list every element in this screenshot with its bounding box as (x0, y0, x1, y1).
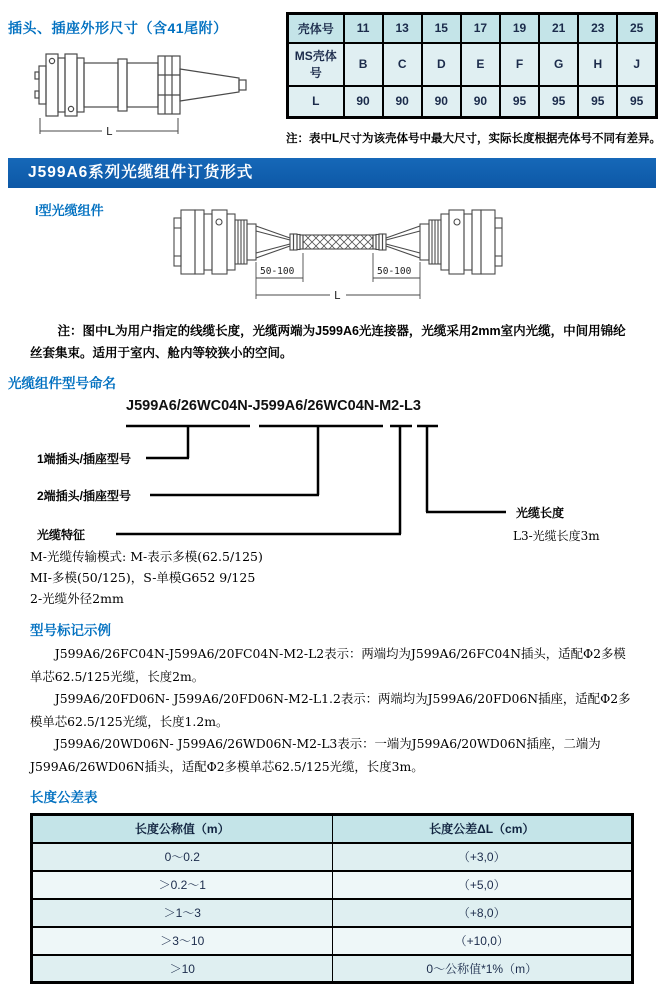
table-row (32, 843, 633, 871)
part-number-diagram (0, 396, 664, 546)
section-bar-title: J599A6系列光缆组件订货形式 (8, 158, 656, 188)
cell: G (539, 43, 578, 86)
cell-tolerance: 0～公称值*1%（m） (332, 955, 633, 983)
cell-nominal: 0～0.2 (32, 843, 333, 871)
label-end2: 2端插头/插座型号 (37, 489, 132, 503)
cell: 90 (461, 86, 500, 118)
naming-heading: 光缆组件型号命名 (8, 376, 116, 391)
cable-feature-definitions (30, 546, 664, 609)
cell: 21 (539, 14, 578, 43)
length-tolerance-table (30, 813, 634, 984)
cell: 25 (617, 14, 656, 43)
part-number: J599A6/26WC04N-J599A6/26WC04N-M2-L3 (126, 398, 421, 414)
cell: D (422, 43, 461, 86)
feature-line: 2-光缆外径2mm (30, 591, 124, 606)
top-section (0, 0, 664, 148)
example-paragraph: J599A6/20WD06N- J599A6/26WD06N-M2-L3表示：一端为J599A6/20WD06N插座，二端为J599A6/26WD06N插头，适配Φ2多模单芯62.5/125光缆，长度3m。 (30, 736, 601, 774)
cell: C (383, 43, 422, 86)
cable-dim-total: L (334, 289, 341, 302)
cell: E (461, 43, 500, 86)
cell: 95 (617, 86, 656, 118)
table-row (32, 871, 633, 899)
cell-tolerance: （+8,0） (332, 899, 633, 927)
cable-dim-right: 50-100 (377, 266, 412, 277)
label-cable-feature: 光缆特征 (37, 528, 86, 542)
table-row (288, 43, 657, 86)
cell: B (344, 43, 383, 86)
cell: 13 (383, 14, 422, 43)
cell: 17 (461, 14, 500, 43)
cell-tolerance: （+10,0） (332, 927, 633, 955)
cell-tolerance: （+3,0） (332, 843, 633, 871)
callout-lines (0, 396, 664, 546)
cell-tolerance: （+5,0） (332, 871, 633, 899)
connector-dim-L: L (106, 125, 113, 138)
cable-assembly-drawing (172, 198, 504, 306)
example-paragraph: J599A6/26FC04N-J599A6/20FC04N-M2-L2表示：两端均为J599A6/26FC04N插头，适配Φ2多模单芯62.5/125光缆，长度2m。 (30, 646, 626, 684)
table-row (32, 927, 633, 955)
label-cable-length: 光缆长度 (516, 506, 565, 520)
cell: 15 (422, 14, 461, 43)
feature-line: M-光缆传输模式: M-表示多模(62.5/125) (30, 549, 263, 564)
table-row (32, 955, 633, 983)
dimension-figure-panel (0, 12, 278, 148)
cable-note: 注：图中L为用户指定的线缆长度，光缆两端为J599A6光连接器，光缆采用2mm室内光缆，中间用锦纶丝套集束。适用于室内、舱内等较狭小的空间。 (30, 324, 626, 360)
cell: 95 (500, 86, 539, 118)
cell: 90 (383, 86, 422, 118)
shell-table-panel (278, 12, 664, 148)
cell-nominal: ＞10 (32, 955, 333, 983)
cell: 95 (578, 86, 617, 118)
row-header: 壳体号 (288, 14, 344, 43)
cell: 19 (500, 14, 539, 43)
cable-assembly-section (0, 198, 664, 316)
example-paragraph: J599A6/20FD06N- J599A6/20FD06N-M2-L1.2表示：两端均为J599A6/20FD06N插座，适配Φ2多模单芯62.5/125光缆，长度1.2m。 (30, 691, 631, 729)
table-row (32, 899, 633, 927)
cell-nominal: ＞3～10 (32, 927, 333, 955)
col-header-nominal: 长度公称值（m） (32, 815, 333, 843)
label-cable-length-sub: L3-光缆长度3m (513, 529, 600, 543)
connector-drawing (10, 42, 262, 144)
section1-title: 插头、插座外形尺寸（含41尾附） (8, 20, 228, 36)
cell: 95 (539, 86, 578, 118)
shell-size-table (286, 12, 658, 119)
cable-dim-left: 50-100 (260, 266, 295, 277)
shell-table-note: 注：表中L尺寸为该壳体号中最大尺寸，实际长度根据壳体号不同有差异。 (286, 133, 662, 145)
cell: F (500, 43, 539, 86)
cell: 23 (578, 14, 617, 43)
cell: H (578, 43, 617, 86)
cell: J (617, 43, 656, 86)
table-row (288, 14, 657, 43)
row-header: MS壳体号 (288, 43, 344, 86)
cell: 90 (344, 86, 383, 118)
feature-line: MI-多模(50/125)，S-单模G652 9/125 (30, 570, 256, 585)
cable-type-subtitle: I型光缆组件 (35, 203, 104, 218)
cell-nominal: ＞0.2～1 (32, 871, 333, 899)
row-header: L (288, 86, 344, 118)
tolerance-heading: 长度公差表 (30, 790, 98, 805)
examples-heading: 型号标记示例 (30, 623, 111, 638)
table-header-row (32, 815, 633, 843)
cell: 11 (344, 14, 383, 43)
table-row (288, 86, 657, 118)
label-end1: 1端插头/插座型号 (37, 452, 132, 466)
cell-nominal: ＞1～3 (32, 899, 333, 927)
col-header-tolerance: 长度公差ΔL（cm） (332, 815, 633, 843)
cell: 90 (422, 86, 461, 118)
